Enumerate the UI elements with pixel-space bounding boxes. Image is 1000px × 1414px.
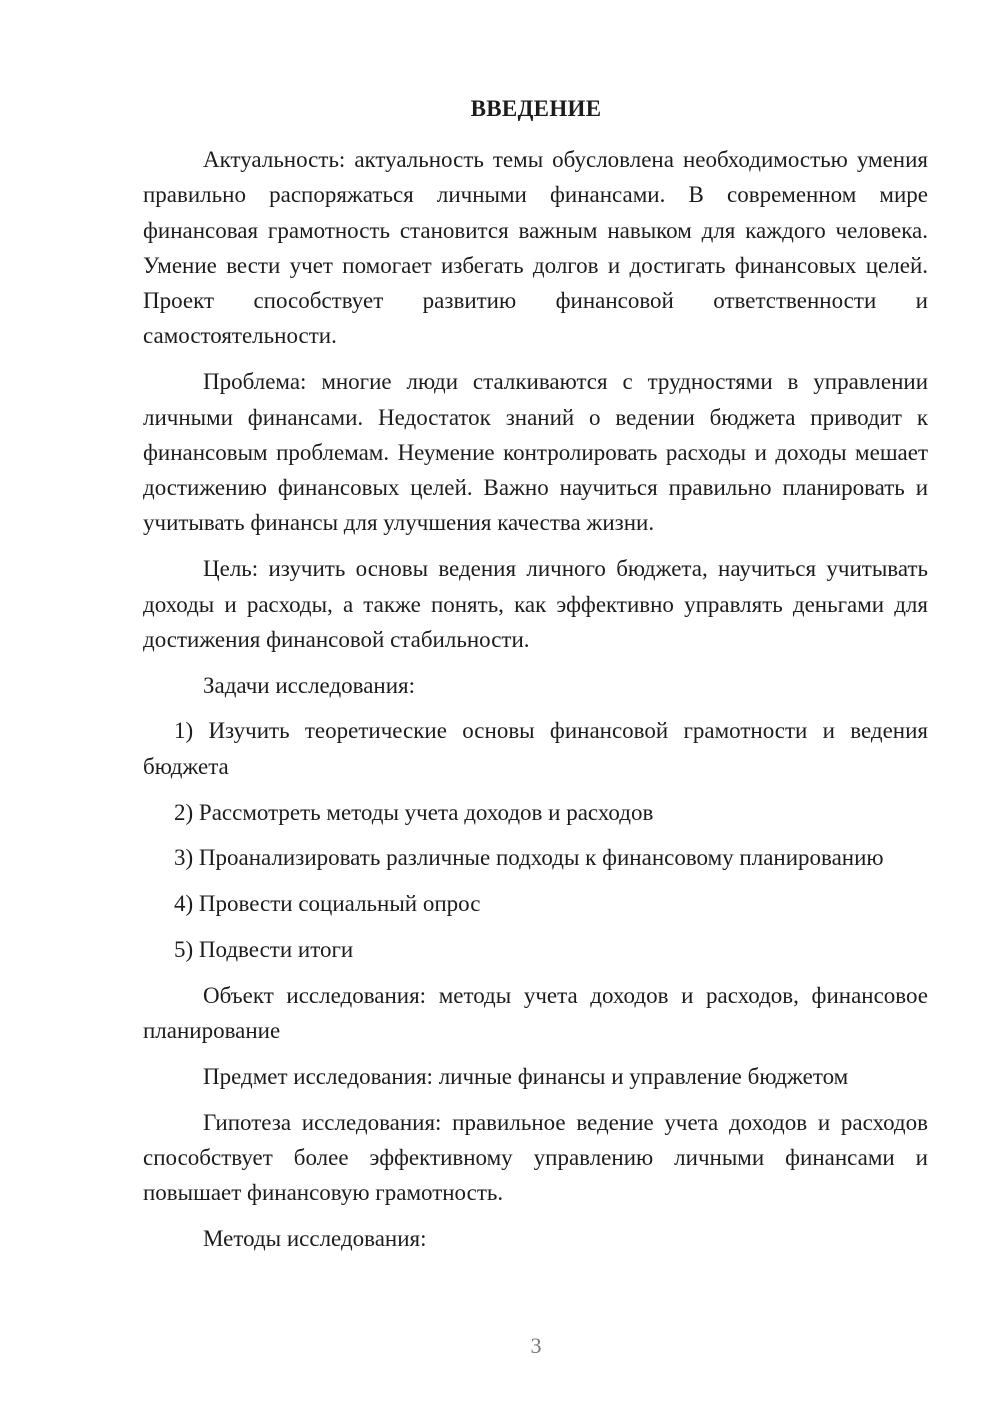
task-item-2: 2) Рассмотреть методы учета доходов и расходов — [174, 799, 654, 825]
relevance-paragraph: Актуальность: актуальность темы обусловлена необходимостью умения правильно распоряжаться личными финансами. В современном мире финансовая грамотность становится важным навыком для каждого человека. Умение вести учет помогает избегать долгов и достигать финансовых целей. Проект способствует развитию финансовой ответственности и самостоятельности. — [143, 147, 928, 349]
page-number: 3 — [530, 1333, 542, 1358]
tasks-heading: Задачи исследования: — [203, 672, 416, 698]
page-title: ВВЕДЕНИЕ — [470, 96, 602, 121]
task-item-1: 1) Изучить теоретические основы финансовой грамотности и ведения бюджета — [143, 718, 928, 779]
object-paragraph: Объект исследования: методы учета доходов и расходов, финансовое планирование — [143, 982, 928, 1044]
hypothesis-paragraph: Гипотеза исследования: правильное ведение учета доходов и расходов способствует более эффективному управлению личными финансами и повышает финансовую грамотность. — [143, 1109, 928, 1206]
task-item-5: 5) Подвести итоги — [174, 936, 354, 962]
problem-paragraph: Проблема: многие люди сталкиваются с трудностями в управлении личными финансами. Недостаток знаний о ведении бюджета приводит к финансовым проблемам. Неумение контролировать расходы и доходы мешает достижению финансовых целей. Важно научиться правильно планировать и учитывать финансы для улучшения качества жизни. — [143, 369, 928, 536]
task-item-3: 3) Проанализировать различные подходы к финансовому планированию — [174, 845, 884, 871]
goal-paragraph: Цель: изучить основы ведения личного бюджета, научиться учитывать доходы и расходы, а также понять, как эффективно управлять деньгами для достижения финансовой стабильности. — [143, 556, 928, 652]
subject-paragraph: Предмет исследования: личные финансы и управление бюджетом — [203, 1063, 849, 1089]
task-item-4: 4) Провести социальный опрос — [174, 891, 481, 917]
methods-heading: Методы исследования: — [203, 1226, 427, 1252]
document-body — [143, 142, 928, 1267]
